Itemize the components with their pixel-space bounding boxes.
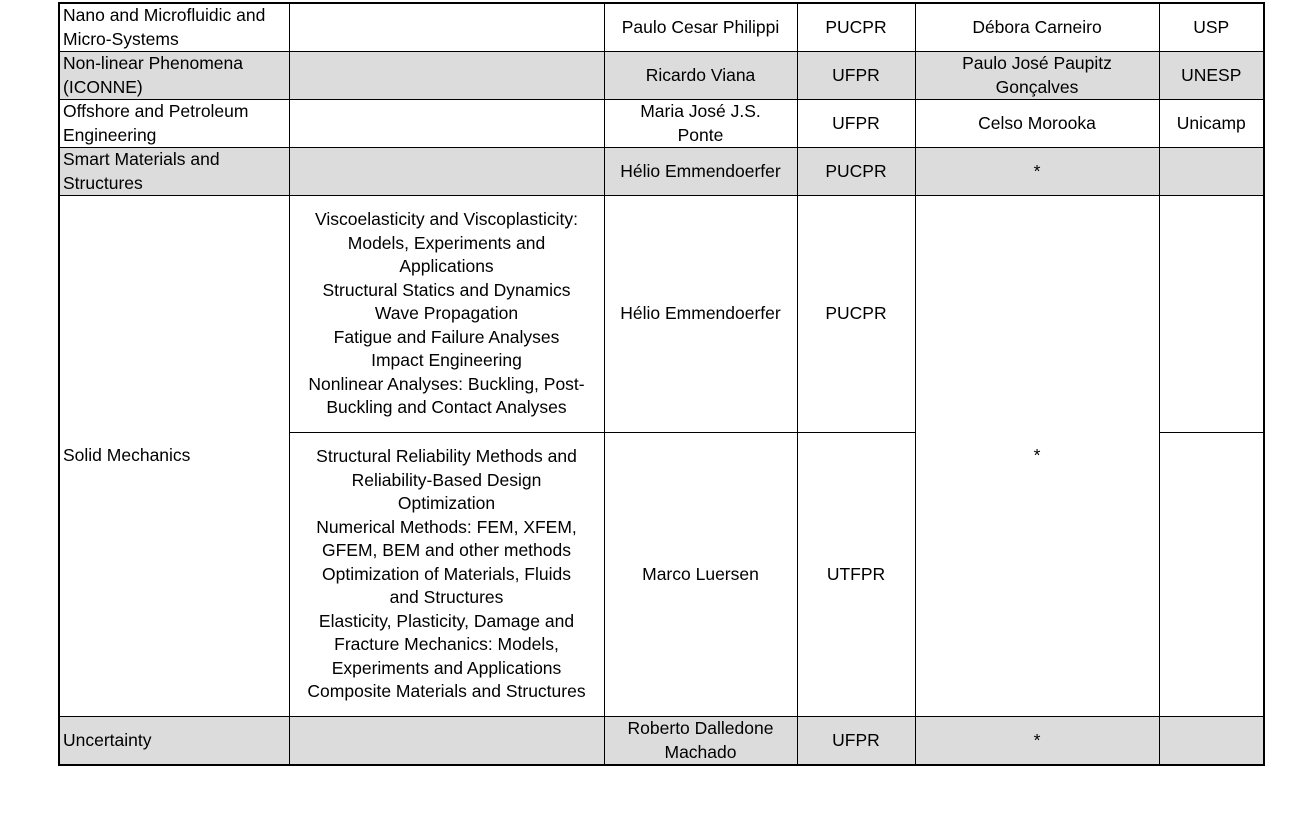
vice-coordinator-cell-line: Paulo José Paupitz: [962, 53, 1112, 73]
institution-cell: UTFPR: [797, 433, 915, 717]
topics-cell: [289, 3, 604, 52]
technical-committees-table: [58, 2, 1265, 766]
vice-coordinator-cell: *: [915, 196, 1159, 717]
topics-cell-line: Fracture Mechanics: Models,: [334, 634, 559, 655]
institution-cell: PUCPR: [797, 196, 915, 433]
area-cell-line: Micro-Systems: [63, 28, 179, 49]
area-cell-line: Offshore and Petroleum: [63, 101, 249, 121]
topics-cell: [289, 717, 604, 766]
topics-cell-line: Composite Materials and Structures: [307, 681, 586, 702]
topics-cell-line: Optimization of Materials, Fluids: [322, 563, 571, 584]
topics-cell: [289, 433, 604, 717]
institution-cell: UFPR: [797, 52, 915, 100]
table-row: [59, 717, 1264, 766]
institution-cell: PUCPR: [797, 148, 915, 196]
coordinator-cell-line: Machado: [664, 741, 737, 762]
vice-coordinator-cell: Débora Carneiro: [915, 3, 1159, 52]
table-row: [59, 100, 1264, 148]
vice-coordinator-cell: *: [915, 148, 1159, 196]
table-row: [59, 196, 1264, 433]
area-cell: [59, 100, 289, 148]
vice-institution-cell: UNESP: [1159, 52, 1264, 100]
topics-cell: [289, 196, 604, 433]
vice-coordinator-cell: Celso Morooka: [915, 100, 1159, 148]
topics-cell-line: Structural Statics and Dynamics: [322, 279, 571, 300]
table-row: [59, 3, 1264, 52]
table-row: [59, 52, 1264, 100]
area-cell-line: (ICONNE): [63, 76, 143, 97]
coordinator-cell: Paulo Cesar Philippi: [604, 3, 797, 52]
topics-cell-line: Wave Propagation: [374, 303, 519, 324]
topics-cell-line: Structural Reliability Methods and: [316, 446, 577, 467]
vice-institution-cell: [1159, 717, 1264, 766]
institution-cell: UFPR: [797, 717, 915, 766]
table-row: [59, 148, 1264, 196]
coordinator-cell: Hélio Emmendoerfer: [604, 196, 797, 433]
coordinator-cell: Hélio Emmendoerfer: [604, 148, 797, 196]
topics-cell-line: GFEM, BEM and other methods: [322, 540, 571, 561]
area-cell-line: Structures: [63, 172, 143, 193]
topics-cell: [289, 52, 604, 100]
vice-institution-cell: Unicamp: [1159, 100, 1264, 148]
area-cell-line: Non-linear Phenomena: [63, 53, 243, 73]
topics-cell-line: and Structures: [389, 587, 504, 608]
area-cell: [59, 3, 289, 52]
topics-cell-line: Buckling and Contact Analyses: [326, 397, 567, 418]
topics-cell: [289, 148, 604, 196]
institution-cell: PUCPR: [797, 3, 915, 52]
topics-cell-line: Experiments and Applications: [331, 657, 562, 678]
coordinator-cell: [604, 717, 797, 766]
vice-coordinator-cell: [915, 52, 1159, 100]
topics-cell-line: Numerical Methods: FEM, XFEM,: [316, 516, 577, 537]
area-cell: [59, 148, 289, 196]
topics-cell-line: Models, Experiments and: [347, 232, 546, 253]
institution-cell: UFPR: [797, 100, 915, 148]
coordinator-cell-line: Maria José J.S.: [640, 101, 761, 121]
area-cell-line: Engineering: [63, 124, 157, 145]
topics-cell-line: Fatigue and Failure Analyses: [333, 326, 560, 347]
coordinator-cell-line: Roberto Dalledone: [627, 718, 774, 738]
topics-cell-line: Viscoelasticity and Viscoplasticity:: [315, 209, 578, 230]
topics-cell-line: Optimization: [397, 493, 496, 514]
coordinator-cell: Marco Luersen: [604, 433, 797, 717]
vice-institution-cell: [1159, 148, 1264, 196]
coordinator-cell: Ricardo Viana: [604, 52, 797, 100]
coordinator-cell-line: Ponte: [677, 124, 724, 145]
area-cell: [59, 52, 289, 100]
vice-institution-cell: [1159, 433, 1264, 717]
vice-institution-cell: [1159, 196, 1264, 433]
area-cell-line: Nano and Microfluidic and: [63, 5, 266, 25]
topics-cell-line: Impact Engineering: [371, 350, 522, 371]
coordinator-cell: [604, 100, 797, 148]
topics-cell-line: Nonlinear Analyses: Buckling, Post-: [308, 373, 585, 394]
topics-cell-line: Applications: [399, 256, 494, 277]
vice-coordinator-cell: *: [915, 717, 1159, 766]
topics-cell: [289, 100, 604, 148]
vice-coordinator-cell-line: Gonçalves: [995, 76, 1079, 97]
area-cell-line: Smart Materials and: [63, 149, 220, 169]
area-cell: Solid Mechanics: [59, 196, 289, 717]
vice-institution-cell: USP: [1159, 3, 1264, 52]
topics-cell-line: Reliability-Based Design: [351, 469, 542, 490]
area-cell: Uncertainty: [59, 717, 289, 766]
topics-cell-line: Elasticity, Plasticity, Damage and: [318, 610, 575, 631]
